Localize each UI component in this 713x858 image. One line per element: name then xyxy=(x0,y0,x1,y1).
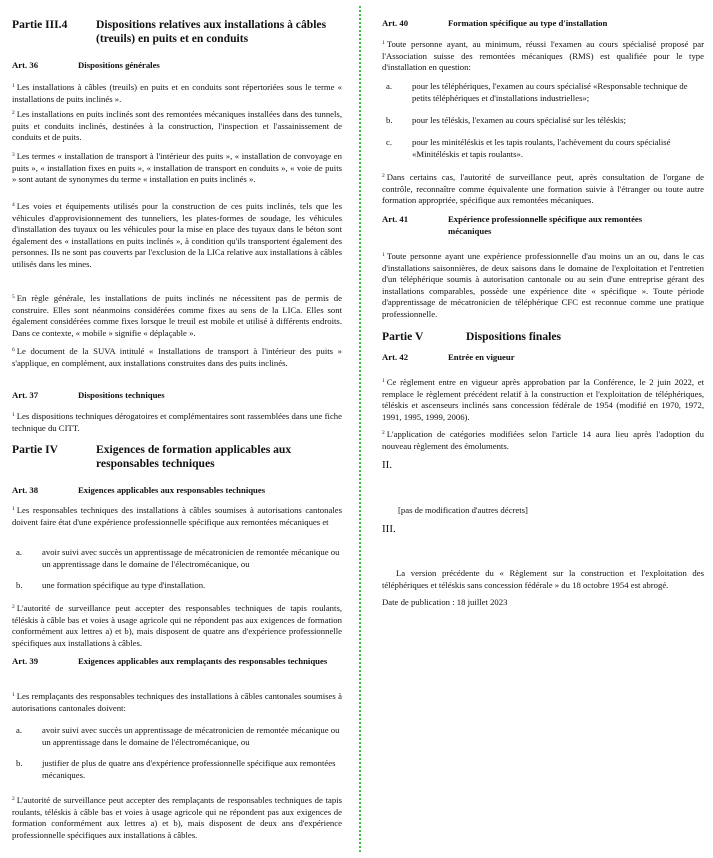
article-number: Art. 39 xyxy=(12,656,39,666)
article-number: Art. 40 xyxy=(382,18,409,28)
art39-paragraph-2: $^2$ L'autorité de surveillance peut accepter des remplaçants de responsables techniques de tapis roulants, téléskis à câble bas et voies à usage agricole qui ne répondent pas aux exigences de formation conformément aux lettres a) et b), mais disposent de deux ans d'expérience professionnelle spécifiques aux installations à câbles. xyxy=(12,795,342,840)
art38-list-item: a. avoir suivi avec succès un apprentissage de mécatronicien de remontée mécanique ou un apprentissage dans le domaine de l'électromécanique, ou xyxy=(16,547,340,569)
part-number: Partie IV xyxy=(12,443,59,456)
art42-paragraph-2: $^2$ L'application de catégories modifiées selon l'article 14 aura lieu après l'adoption du nouveau règlement des émoluments. xyxy=(382,429,704,451)
abrogation-paragraph: La version précédente du « Règlement sur la construction et l'exploitation des téléphériques et téléskis sans concession fédérale » du 18 octobre 1954 est abrogé. xyxy=(382,568,704,590)
art39-list-item: a. avoir suivi avec succès un apprentissage de mécatronicien de remontée mécanique ou un apprentissage dans le domaine de l'électromécanique, ou xyxy=(16,725,340,747)
article-title: Entrée en vigueur xyxy=(448,352,515,362)
article-title: Exigences applicables aux responsables techniques xyxy=(78,485,266,495)
article-title: Dispositions générales xyxy=(78,60,160,70)
article-number: Art. 42 xyxy=(382,352,409,362)
article-39-heading xyxy=(12,656,342,668)
art38-list-item: b. une formation spécifique au type d'installation. xyxy=(16,580,206,590)
art36-paragraph-1: $^1$ Les installations à câbles (treuils) en puits et en conduits sont répertoriées sous le terme « installations de puits inclinés ». xyxy=(12,82,342,104)
article-number: Art. 38 xyxy=(12,485,39,495)
part-4-heading xyxy=(12,443,342,471)
part-number: Partie III.4 xyxy=(12,18,68,31)
art37-paragraph-1: $^1$ Les dispositions techniques dérogatoires et complémentaires sont rassemblées dans une fiche technique du CITT. xyxy=(12,411,342,433)
art40-list-item: c. pour les minitéléskis et les tapis roulants, l'achèvement du cours spécialisé «Minitéléskis et tapis roulants». xyxy=(386,137,671,159)
article-number: Art. 36 xyxy=(12,60,39,70)
art36-paragraph-6: $^6$ Le document de la SUVA intitulé « Installations de transport à l'intérieur des puits » s'applique, en complément, aux installations construites dans des puits inclinés. xyxy=(12,346,342,368)
art38-paragraph-2: $^2$ L'autorité de surveillance peut accepter des responsables techniques de tapis roulants, téléskis à câble bas et voies à usage agricole qui ne répondent pas aux exigences de formation conformément aux lettres a) et b), mais disposent de quatre ans d'expérience professionnelle spécifiques aux installations à câbles. xyxy=(12,603,342,648)
article-number: Art. 41 xyxy=(382,214,409,224)
article-number: Art. 37 xyxy=(12,390,39,400)
part-3-4-heading xyxy=(12,18,342,46)
art40-paragraph-2: $^2$ Dans certains cas, l'autorité de surveillance peut, après consultation de l'organe de contrôle, reconnaître comme équivalente une formation suivie à l'étranger ou toute autre formation appropriée, spécifique aux remontées mécaniques. xyxy=(382,172,704,206)
art36-paragraph-3: $^3$ Les termes « installation de transport à l'intérieur des puits », « installation de convoyage en puits », « installation fixes en puits », « installation de transport en conduits », « voie de puits » sont autant de synonymes du terme « installation en puits inclinés ». xyxy=(12,151,342,185)
article-42-heading xyxy=(382,352,704,364)
art40-list-item: a. pour les téléphériques, l'examen au cours spécialisé «Responsable technique de petits téléphériques et d'installations industrielles»; xyxy=(386,81,688,103)
part-title: Exigences de formation applicables aux responsables techniques xyxy=(96,443,292,470)
article-41-heading xyxy=(382,214,704,237)
art41-paragraph-1: $^1$ Toute personne ayant une expérience professionnelle d'au moins un an ou, dans le cas d'installations saisonnières, de deux saisons dans le domaine de l'exploitation et l'entretien d'un téléphérique soumis à autorisation cantonale ou au sein d'une entreprise gérant des installations comparables, possède une expérience dite « spécifique ». Toute période d'apprentissage de mécatronicien de téléphérique CFC est reconnue comme une pratique professionnelle. xyxy=(382,251,704,319)
art39-paragraph-1: $^1$ Les remplaçants des responsables techniques des installations à câbles cantonales soumises à autorisations cantonales doivent: xyxy=(12,691,342,713)
art36-paragraph-5: $^5$ En règle générale, les installations de puits inclinés ne nécessitent pas de permis de construire. Elles sont néanmoins considérées comme fixes au sens de la LICa. Elles sont également considérées comme fixes lorsque le treuil est mobile et utilisé à différents endroits. Dans ce contexte, « mobile » signifie « déplaçable ». xyxy=(12,293,342,338)
part-title: Dispositions finales xyxy=(466,330,562,343)
art36-paragraph-2: $^2$ Les installations en puits inclinés sont des remontées mécaniques installées dans des tunnels, puits et conduits inclinés, destinées à la construction, l'inspection et l'assainissement de conduits et de puits. xyxy=(12,109,342,143)
section-roman-ii: II. xyxy=(382,459,393,471)
no-change-note: [pas de modification d'autres décrets] xyxy=(398,505,528,515)
publication-date: Date de publication : 18 juillet 2023 xyxy=(382,597,508,607)
article-title: Dispositions techniques xyxy=(78,390,165,400)
article-title: Expérience professionnelle spécifique aux remontées mécaniques xyxy=(448,214,643,236)
article-36-heading xyxy=(12,60,342,72)
article-title: Formation spécifique au type d'installation xyxy=(448,18,608,28)
art38-paragraph-1: $^1$ Les responsables techniques des installations à câbles soumises à autorisations cantonales doivent faire état d'une expérience professionnelle spécifique aux remontées mécaniques et xyxy=(12,505,342,527)
part-title: Dispositions relatives aux installations à câbles (treuils) en puits et en conduits xyxy=(96,18,327,45)
article-38-heading xyxy=(12,485,342,497)
column-divider xyxy=(359,6,361,852)
art39-list-item: b. justifier de plus de quatre ans d'expérience professionnelle spécifique aux remontées mécaniques. xyxy=(16,758,336,780)
article-title: Exigences applicables aux remplaçants des responsables techniques xyxy=(78,656,328,666)
art40-list-item: b. pour les téléskis, l'examen au cours spécialisé sur les téléskis; xyxy=(386,115,626,125)
article-40-heading xyxy=(382,18,704,30)
art36-paragraph-4: $^4$ Les voies et équipements utilisés pour la construction de ces puits inclinés, tels que les véhicules d'approvisionnement des tunneliers, les plates-formes de soudage, les véhicules d'installation des tuyaux ou les véhicules pour la mise en place des tuyaux dans le béton sont également des « installations en puits inclinés », à condition qu'ils transportent également des personnes. Ils ne sont pas couverts par l'exclusion de la LICa relative aux installations à câbles utilisés dans les mines. xyxy=(12,201,342,269)
part-number: Partie V xyxy=(382,330,424,343)
article-37-heading xyxy=(12,390,342,402)
art42-paragraph-1: $^1$ Ce règlement entre en vigueur après approbation par la Conférence, le 2 juin 2022, et remplace le règlement précédent relatif à la construction et l'exploitation de téléphériques, téléskis et ascenseurs inclinés sans concession fédérale de 1954 (modifié en 1970, 1972, 1991, 1995, 1999, 2006). xyxy=(382,377,704,422)
art40-paragraph-1: $^1$ Toute personne ayant, au minimum, réussi l'examen au cours spécialisé proposé par l'Association suisse des remontées mécaniques (RMS) est qualifiée pour le type d'installation en question: xyxy=(382,39,704,73)
part-5-heading xyxy=(382,330,704,344)
section-roman-iii: III. xyxy=(382,523,396,535)
